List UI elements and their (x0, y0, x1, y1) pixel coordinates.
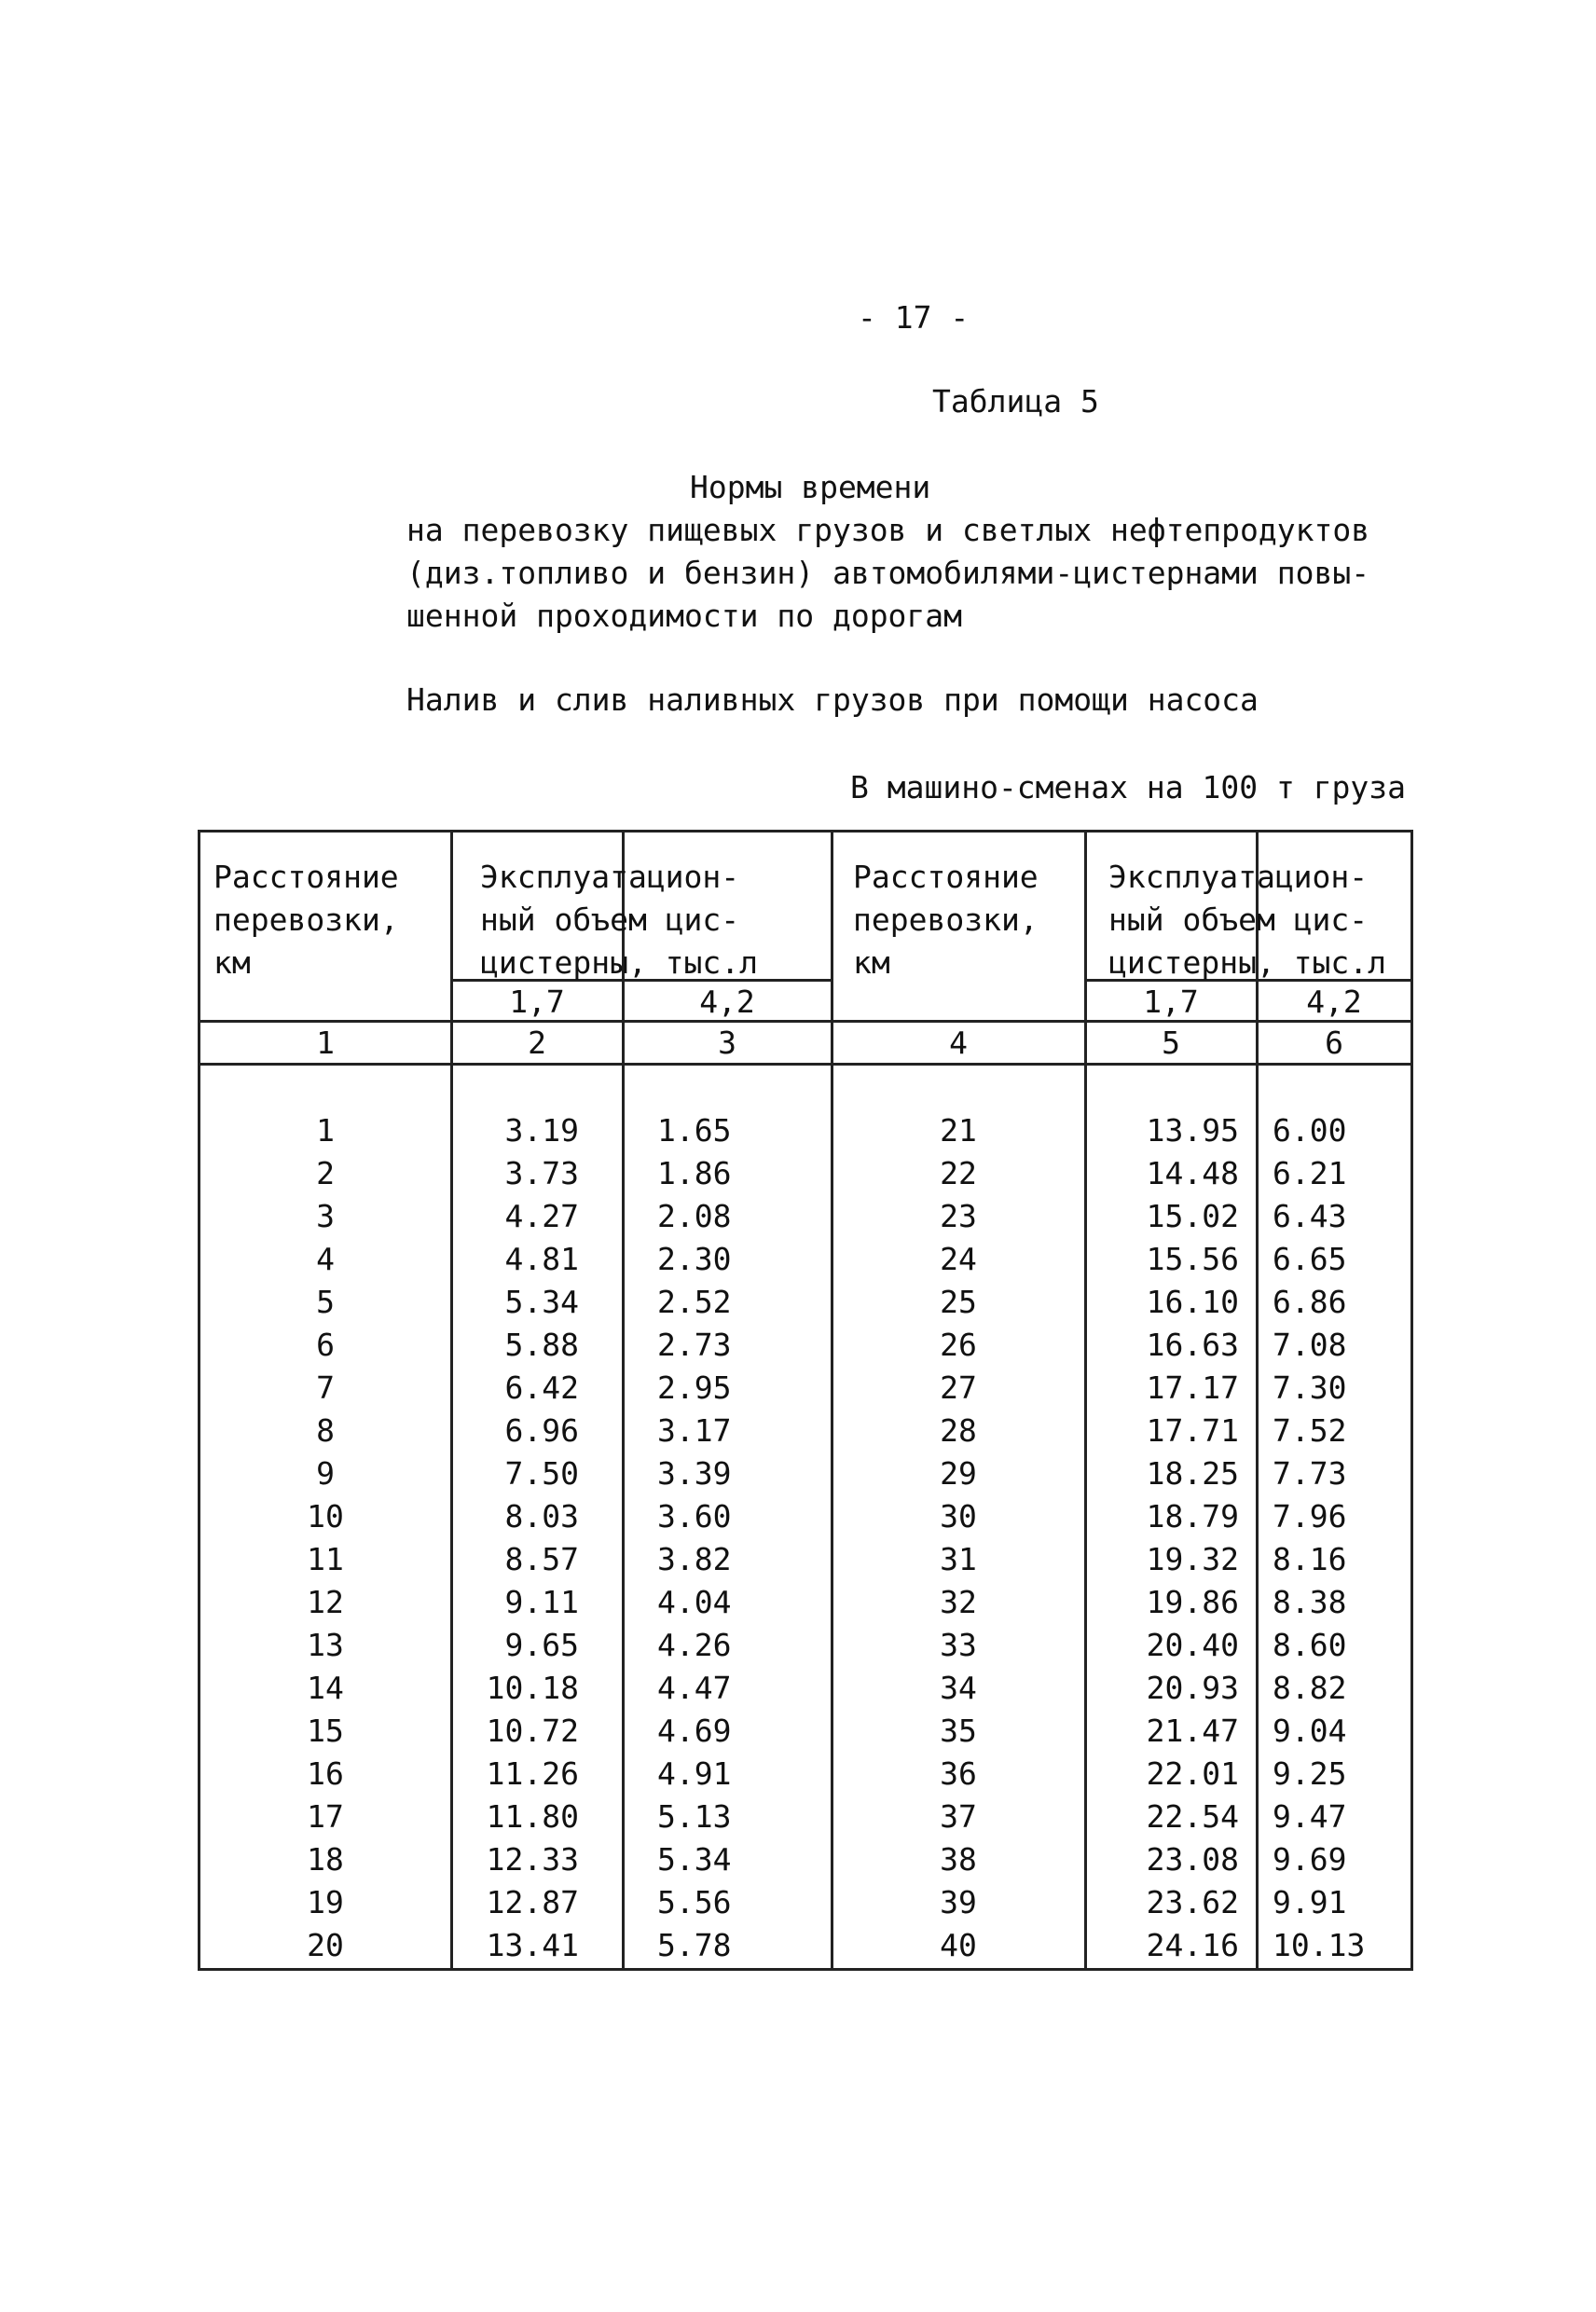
norm-4-2-cell: 2.73 (657, 1327, 732, 1363)
distance-cell: 16 (307, 1755, 344, 1792)
header-volume-label: Эксплуатацион- (480, 859, 740, 895)
norm-4-2-cell: 5.13 (657, 1798, 732, 1835)
norm-4-2-cell: 6.65 (1273, 1241, 1347, 1277)
norm-1-7-cell: 5.88 (504, 1327, 579, 1363)
distance-cell: 14 (307, 1670, 344, 1706)
norm-1-7-cell: 18.79 (1146, 1498, 1239, 1534)
norms-table (198, 830, 1413, 1971)
column-number: 3 (718, 1025, 736, 1061)
distance-cell: 29 (940, 1455, 977, 1492)
distance-cell: 25 (940, 1284, 977, 1320)
norm-4-2-cell: 6.43 (1273, 1198, 1347, 1234)
distance-cell: 9 (316, 1455, 335, 1492)
header-volume-label: Эксплуатацион- (1108, 859, 1369, 895)
norm-1-7-cell: 15.56 (1146, 1241, 1239, 1277)
norm-1-7-cell: 9.11 (504, 1584, 579, 1620)
column-number: 6 (1325, 1025, 1343, 1061)
distance-cell: 23 (940, 1198, 977, 1234)
norm-1-7-cell: 6.96 (504, 1412, 579, 1449)
distance-cell: 36 (940, 1755, 977, 1792)
norm-4-2-cell: 6.00 (1273, 1112, 1347, 1149)
norm-4-2-cell: 5.78 (657, 1927, 732, 1963)
header-distance-label: перевозки, (213, 901, 399, 938)
norm-4-2-cell: 5.56 (657, 1884, 732, 1920)
norm-1-7-cell: 9.65 (504, 1627, 579, 1663)
norm-4-2-cell: 4.91 (657, 1755, 732, 1792)
distance-cell: 21 (940, 1112, 977, 1149)
distance-cell: 19 (307, 1884, 344, 1920)
distance-cell: 24 (940, 1241, 977, 1277)
header-distance-label: перевозки, (853, 901, 1039, 938)
norm-4-2-cell: 8.16 (1273, 1541, 1347, 1577)
norm-1-7-cell: 10.72 (486, 1713, 579, 1749)
units-caption: В машино-сменах на 100 т груза (850, 769, 1407, 805)
norm-4-2-cell: 3.17 (657, 1412, 732, 1449)
header-volume-value: 4,2 (1306, 984, 1362, 1020)
header-volume-label: ный объем цис- (480, 901, 740, 938)
norm-1-7-cell: 16.63 (1146, 1327, 1239, 1363)
distance-cell: 13 (307, 1627, 344, 1663)
norm-4-2-cell: 9.91 (1273, 1884, 1347, 1920)
norm-4-2-cell: 5.34 (657, 1841, 732, 1878)
norm-1-7-cell: 12.33 (486, 1841, 579, 1878)
page-number: - 17 - (858, 299, 970, 336)
norm-1-7-cell: 11.80 (486, 1798, 579, 1835)
norm-1-7-cell: 5.34 (504, 1284, 579, 1320)
norm-4-2-cell: 1.65 (657, 1112, 732, 1149)
norm-1-7-cell: 17.17 (1146, 1369, 1239, 1406)
table-title-heading: Нормы времени (690, 469, 931, 505)
norm-4-2-cell: 3.82 (657, 1541, 732, 1577)
norm-4-2-cell: 9.69 (1273, 1841, 1347, 1878)
norm-4-2-cell: 3.60 (657, 1498, 732, 1534)
norm-1-7-cell: 3.73 (504, 1155, 579, 1191)
norm-4-2-cell: 9.04 (1273, 1713, 1347, 1749)
distance-cell: 12 (307, 1584, 344, 1620)
norm-4-2-cell: 7.52 (1273, 1412, 1347, 1449)
norm-1-7-cell: 11.26 (486, 1755, 579, 1792)
header-distance-label: Расстояние (213, 859, 399, 895)
distance-cell: 5 (316, 1284, 335, 1320)
norm-1-7-cell: 21.47 (1146, 1713, 1239, 1749)
table-subtitle: Налив и слив наливных грузов при помощи насоса (406, 681, 1259, 718)
table-title-line: шенной проходимости по дорогам (406, 598, 963, 634)
distance-cell: 6 (316, 1327, 335, 1363)
norm-1-7-cell: 10.18 (486, 1670, 579, 1706)
norm-4-2-cell: 4.69 (657, 1713, 732, 1749)
norm-4-2-cell: 6.86 (1273, 1284, 1347, 1320)
header-volume-label: ный объем цис- (1108, 901, 1369, 938)
distance-cell: 28 (940, 1412, 977, 1449)
distance-cell: 34 (940, 1670, 977, 1706)
norm-1-7-cell: 20.40 (1146, 1627, 1239, 1663)
distance-cell: 40 (940, 1927, 977, 1963)
column-number: 1 (316, 1025, 335, 1061)
distance-cell: 27 (940, 1369, 977, 1406)
norm-4-2-cell: 4.47 (657, 1670, 732, 1706)
norm-1-7-cell: 22.01 (1146, 1755, 1239, 1792)
distance-cell: 20 (307, 1927, 344, 1963)
distance-cell: 4 (316, 1241, 335, 1277)
norm-4-2-cell: 8.60 (1273, 1627, 1347, 1663)
norm-4-2-cell: 7.30 (1273, 1369, 1347, 1406)
header-volume-value: 1,7 (509, 984, 565, 1020)
norm-1-7-cell: 14.48 (1146, 1155, 1239, 1191)
distance-cell: 15 (307, 1713, 344, 1749)
header-distance-label: км (213, 944, 251, 981)
header-top-rule (200, 830, 1410, 833)
header-volume-value: 4,2 (699, 984, 755, 1020)
norm-1-7-cell: 23.08 (1146, 1841, 1239, 1878)
distance-cell: 32 (940, 1584, 977, 1620)
column-number: 4 (949, 1025, 968, 1061)
header-volume-label: цистерны, тыс.л (480, 944, 759, 981)
distance-cell: 31 (940, 1541, 977, 1577)
norm-1-7-cell: 23.62 (1146, 1884, 1239, 1920)
distance-cell: 18 (307, 1841, 344, 1878)
norm-1-7-cell: 8.57 (504, 1541, 579, 1577)
distance-cell: 33 (940, 1627, 977, 1663)
distance-cell: 8 (316, 1412, 335, 1449)
norm-1-7-cell: 18.25 (1146, 1455, 1239, 1492)
distance-cell: 30 (940, 1498, 977, 1534)
norm-4-2-cell: 10.13 (1273, 1927, 1366, 1963)
norm-4-2-cell: 6.21 (1273, 1155, 1347, 1191)
norm-1-7-cell: 15.02 (1146, 1198, 1239, 1234)
norm-1-7-cell: 8.03 (504, 1498, 579, 1534)
norm-1-7-cell: 22.54 (1146, 1798, 1239, 1835)
norm-1-7-cell: 4.81 (504, 1241, 579, 1277)
distance-cell: 1 (316, 1112, 335, 1149)
header-volume-label: цистерны, тыс.л (1108, 944, 1387, 981)
distance-cell: 22 (940, 1155, 977, 1191)
distance-cell: 3 (316, 1198, 335, 1234)
norm-4-2-cell: 3.39 (657, 1455, 732, 1492)
column-number: 5 (1162, 1025, 1180, 1061)
distance-cell: 39 (940, 1884, 977, 1920)
table-title-line: (диз.топливо и бензин) автомобилями-цистернами повы- (406, 555, 1370, 591)
norm-4-2-cell: 8.38 (1273, 1584, 1347, 1620)
norm-4-2-cell: 4.04 (657, 1584, 732, 1620)
norm-1-7-cell: 16.10 (1146, 1284, 1239, 1320)
norm-4-2-cell: 2.08 (657, 1198, 732, 1234)
norm-1-7-cell: 13.41 (486, 1927, 579, 1963)
norm-4-2-cell: 9.25 (1273, 1755, 1347, 1792)
norm-1-7-cell: 13.95 (1146, 1112, 1239, 1149)
norm-1-7-cell: 12.87 (486, 1884, 579, 1920)
norm-4-2-cell: 2.95 (657, 1369, 732, 1406)
header-distance-label: Расстояние (853, 859, 1039, 895)
table-label: Таблица 5 (932, 383, 1099, 420)
norm-4-2-cell: 4.26 (657, 1627, 732, 1663)
distance-cell: 2 (316, 1155, 335, 1191)
norm-4-2-cell: 9.47 (1273, 1798, 1347, 1835)
norm-1-7-cell: 7.50 (504, 1455, 579, 1492)
norm-4-2-cell: 8.82 (1273, 1670, 1347, 1706)
distance-cell: 17 (307, 1798, 344, 1835)
norm-1-7-cell: 4.27 (504, 1198, 579, 1234)
distance-cell: 38 (940, 1841, 977, 1878)
norm-4-2-cell: 2.52 (657, 1284, 732, 1320)
norm-1-7-cell: 17.71 (1146, 1412, 1239, 1449)
distance-cell: 26 (940, 1327, 977, 1363)
norm-1-7-cell: 3.19 (504, 1112, 579, 1149)
table-title-line: на перевозку пищевых грузов и светлых нефтепродуктов (406, 512, 1370, 548)
distance-cell: 35 (940, 1713, 977, 1749)
distance-cell: 37 (940, 1798, 977, 1835)
norm-1-7-cell: 20.93 (1146, 1670, 1239, 1706)
norm-1-7-cell: 19.86 (1146, 1584, 1239, 1620)
distance-cell: 7 (316, 1369, 335, 1406)
norm-1-7-cell: 19.32 (1146, 1541, 1239, 1577)
header-distance-label: км (853, 944, 890, 981)
distance-cell: 11 (307, 1541, 344, 1577)
norm-1-7-cell: 6.42 (504, 1369, 579, 1406)
norm-1-7-cell: 24.16 (1146, 1927, 1239, 1963)
norm-4-2-cell: 2.30 (657, 1241, 732, 1277)
header-volume-value: 1,7 (1143, 984, 1199, 1020)
norm-4-2-cell: 7.96 (1273, 1498, 1347, 1534)
norm-4-2-cell: 7.73 (1273, 1455, 1347, 1492)
distance-cell: 10 (307, 1498, 344, 1534)
norm-4-2-cell: 1.86 (657, 1155, 732, 1191)
norm-4-2-cell: 7.08 (1273, 1327, 1347, 1363)
column-number: 2 (528, 1025, 546, 1061)
